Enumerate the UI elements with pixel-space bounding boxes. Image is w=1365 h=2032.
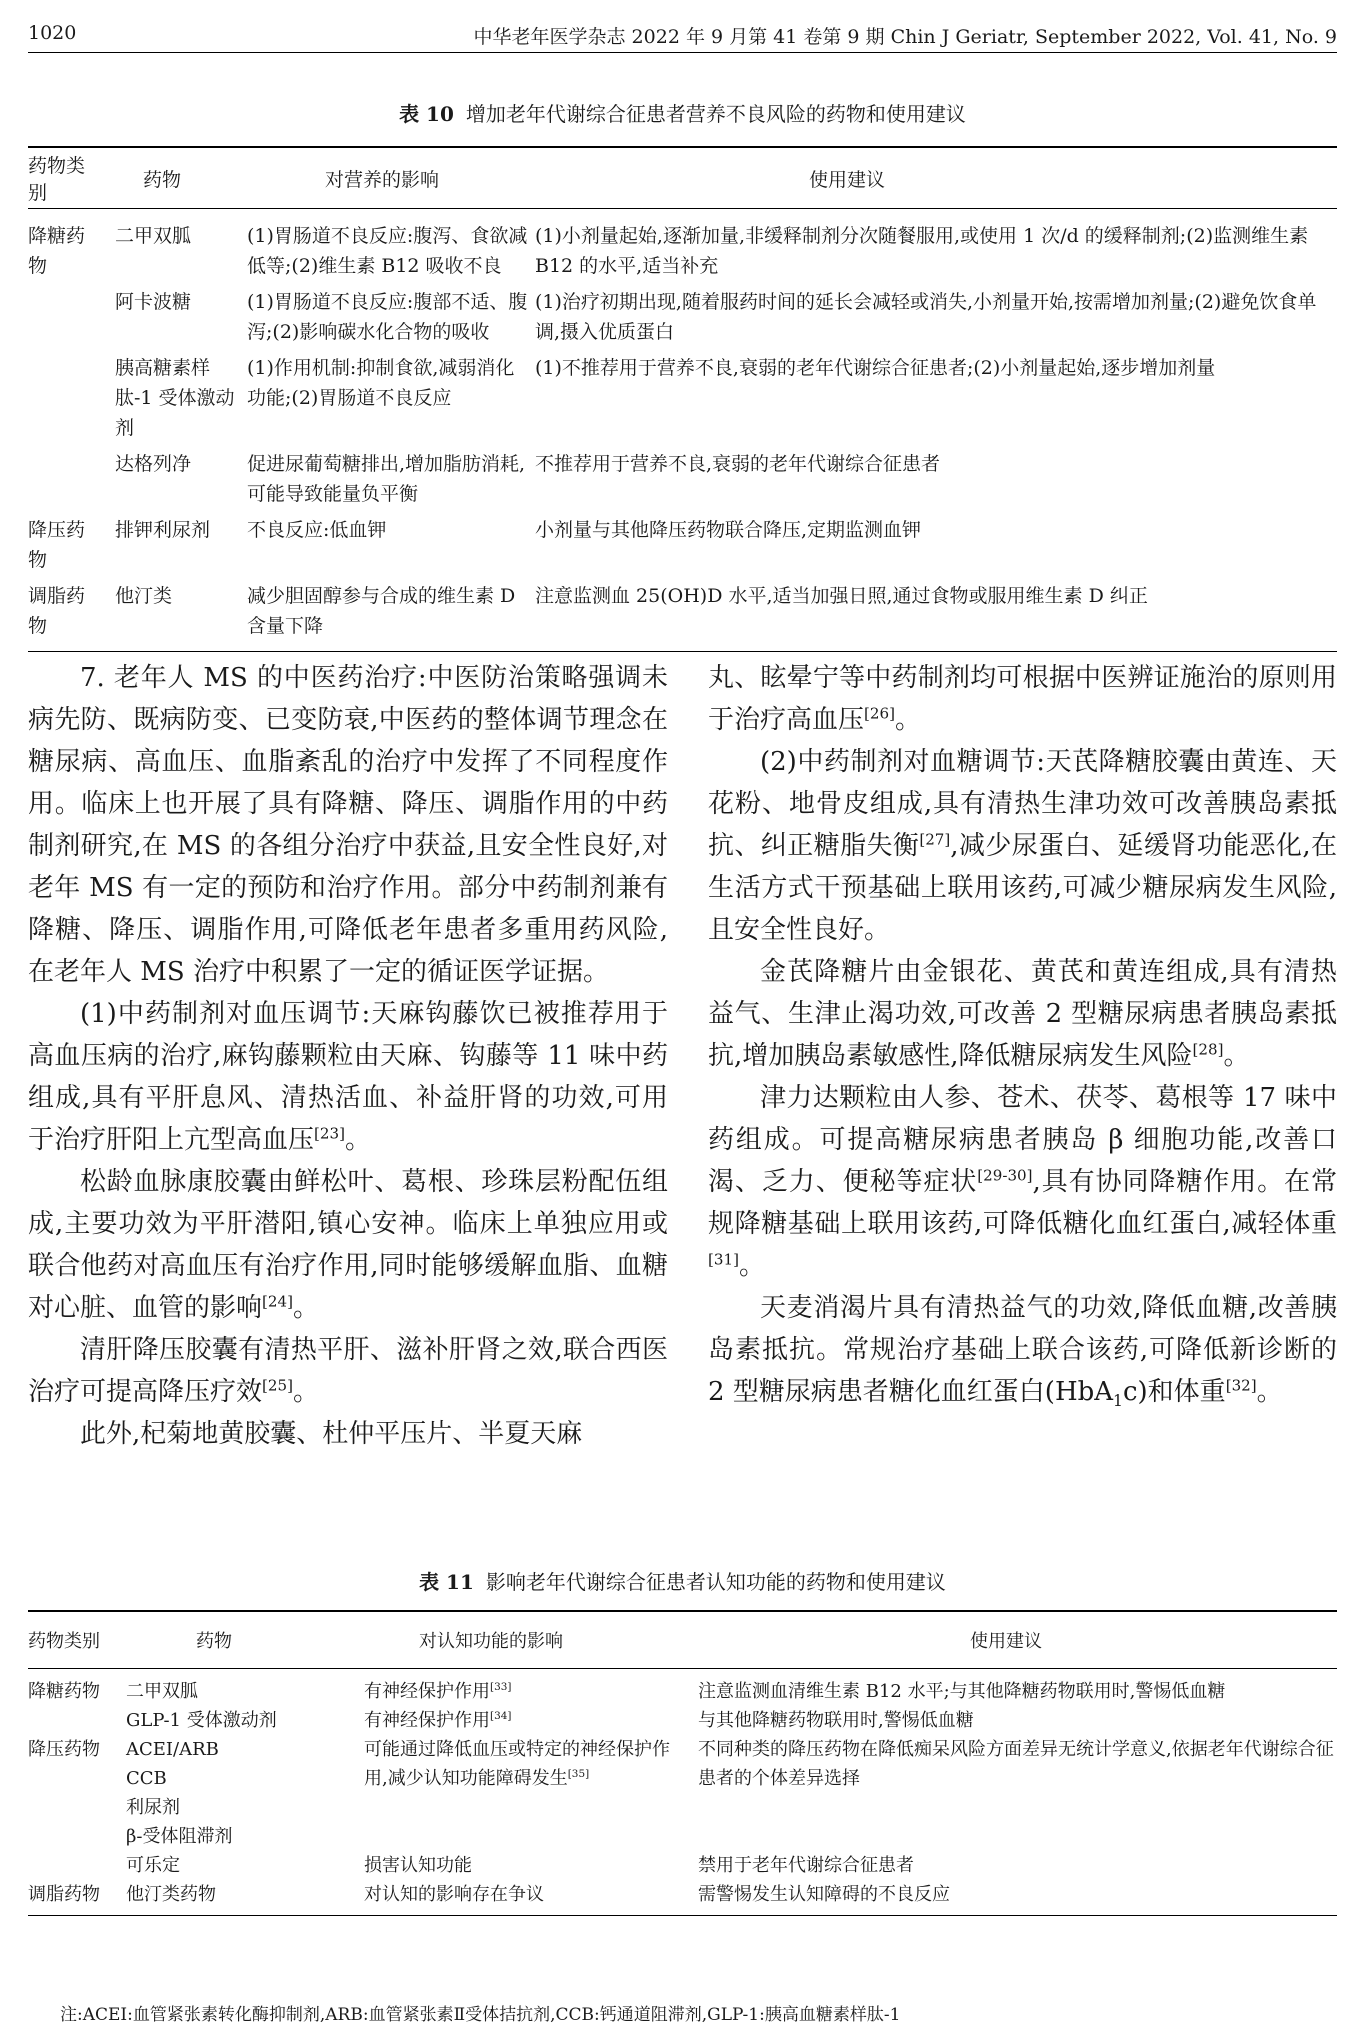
text-segment: 7. 老年人 MS 的中医药治疗:中医防治策略强调未病先防、既病防变、已变防衰,中医药的整体调节理念在糖尿病、高血压、血脂紊乱的治疗中发挥了不同程度作用。临床上也开展了具有降糖、降压、调脂作用的中药制剂研究,在 MS 的各组分治疗中获益,且安全性良好,对老年 MS 有一定的预防和治疗作用。部分中药制剂兼有降糖、降压、调脂作用,可降低老年患者多重用药风险,在老年人 MS 治疗中积累了一定的循证医学证据。 (28, 663, 668, 987)
citation-ref: [33] (490, 1681, 512, 1693)
table11-label: 表 11 (419, 1570, 474, 1594)
text-segment: (2)中药制剂对血糖调节:天芪降糖胶囊由黄连、天花粉、地骨皮组成,具有清热生津功效可改善胰岛素抵抗、纠正糖脂失衡 (708, 747, 1337, 861)
table11-header-category: 药物类别 (28, 1611, 126, 1669)
body-paragraph (708, 657, 1337, 741)
drug-list-cell (126, 1735, 334, 1851)
text-segment: 。 (292, 1377, 319, 1407)
drug-name-cell: 阿卡波糖 (115, 291, 192, 313)
citation-ref: [27] (919, 830, 951, 849)
text-segment: 天麦消渴片具有清热益气的功效,降低血糖,改善胰岛素抵抗。常规治疗基础上联合该药,可降低新诊断的 2 型糖尿病患者糖化血红蛋白(HbA (708, 1293, 1337, 1407)
drug-list-cell (126, 1880, 334, 1916)
header-rule (28, 52, 1337, 53)
table-row (28, 1669, 1337, 1707)
nutrition-effect-cell: 减少胆固醇参与合成的维生素 D 含量下降 (235, 578, 529, 652)
text-segment: 。 (1223, 1041, 1250, 1071)
table-row (28, 350, 1337, 446)
usage-advice-cell: (1)治疗初期出现,随着服药时间的延长会减轻或消失,小剂量开始,按需增加剂量;(2)避免饮食单调,摄入优质蛋白 (535, 291, 1317, 343)
text-segment: 清肝降压胶囊有清热平肝、滋补肝肾之效,联合西医治疗可提高降压疗效 (28, 1335, 668, 1407)
nutrition-effect-cell: 不良反应:低血钾 (247, 519, 387, 541)
table-row (28, 446, 1337, 512)
text-segment: (1)中药制剂对血压调节:天麻钩藤饮已被推荐用于高血压病的治疗,麻钩藤颗粒由天麻、钩藤等 11 味中药组成,具有平肝息风、清热活血、补益肝肾的功效,可用于治疗肝阳上亢型高血压 (28, 999, 668, 1155)
table-row (28, 512, 1337, 578)
drug-list-cell (126, 1669, 334, 1707)
drug-list-cell (126, 1851, 334, 1880)
table11-caption (0, 1566, 1365, 1595)
nutrition-effect-cell: (1)胃肠道不良反应:腹部不适、腹泻;(2)影响碳水化合物的吸收 (247, 291, 528, 343)
drug-category-cell: 降压药物 (28, 519, 86, 571)
page-number: 1020 (28, 22, 77, 44)
drug-category-cell: 降压药物 (28, 1739, 100, 1760)
text-segment: 丸、眩晕宁等中药制剂均可根据中医辨证施治的原则用于治疗高血压 (708, 663, 1337, 735)
citation-ref: [34] (490, 1710, 512, 1722)
table10 (28, 146, 1337, 652)
cognition-effect-cell: 对认知的影响存在争议 (334, 1880, 692, 1916)
drug-name-cell: 胰高糖素样肽-1 受体激动剂 (115, 357, 235, 439)
drug-list-cell (126, 1706, 334, 1735)
drug-name: ACEI/ARB (126, 1739, 219, 1760)
usage-advice-cell: 小剂量与其他降压药物联合降压,定期监测血钾 (535, 519, 922, 541)
drug-name-cell: 二甲双胍 (115, 225, 192, 247)
body-column-right (708, 657, 1337, 1413)
drug-name: GLP-1 受体激动剂 (126, 1710, 277, 1731)
text-segment: ,减少尿蛋白、延缓肾功能恶化,在生活方式干预基础上联用该药,可减少糖尿病发生风险,且安全性良好。 (708, 831, 1337, 945)
text-segment: 。 (894, 705, 921, 735)
body-paragraph (708, 1287, 1337, 1413)
text-segment: 。 (738, 1251, 765, 1281)
body-paragraph (28, 657, 668, 993)
citation-ref: [25] (262, 1376, 293, 1395)
body-column-left (28, 657, 668, 1455)
table11-header-row (28, 1611, 1337, 1669)
usage-advice-cell: (1)不推荐用于营养不良,衰弱的老年代谢综合征患者;(2)小剂量起始,逐步增加剂量 (535, 357, 1216, 379)
journal-citation: 中华老年医学杂志 2022 年 9 月第 41 卷第 9 期 Chin J Geriatr, September 2022, Vol. 41, No. 9 (473, 26, 1337, 48)
table10-body (28, 209, 1337, 652)
cognition-effect-cell: 有神经保护作用[33] (364, 1681, 512, 1702)
usage-advice-cell: 禁用于老年代谢综合征患者 (698, 1855, 914, 1876)
table11 (28, 1610, 1337, 1916)
body-paragraph (708, 741, 1337, 951)
usage-advice-cell: 注意监测血 25(OH)D 水平,适当加强日照,通过食物或服用维生素 D 纠正 (529, 578, 1337, 652)
text-segment: 。 (1256, 1377, 1283, 1407)
drug-name: 可乐定 (126, 1855, 180, 1876)
citation-ref: [28] (1192, 1040, 1224, 1059)
drug-category-cell: 降糖药物 (28, 1681, 100, 1702)
cognition-effect-cell: 可能通过降低血压或特定的神经保护作用,减少认知功能障碍发生[35] (364, 1739, 670, 1789)
drug-category-cell: 调脂药物 (28, 578, 103, 652)
text-segment: 松龄血脉康胶囊由鲜松叶、葛根、珍珠层粉配伍组成,主要功效为平肝潜阳,镇心安神。临床上单独应用或联合他药对高血压有治疗作用,同时能够缓解血脂、血糖对心脏、血管的影响 (28, 1167, 668, 1323)
table11-title: 影响老年代谢综合征患者认知功能的药物和使用建议 (485, 1570, 946, 1594)
citation-ref: [26] (864, 704, 895, 723)
table10-header-row (28, 147, 1337, 209)
body-paragraph (28, 1161, 668, 1329)
drug-category-cell (28, 1706, 126, 1735)
drug-name: 他汀类药物 (126, 1884, 216, 1905)
body-paragraph (708, 951, 1337, 1077)
table11-note: 注:ACEI:血管紧张素转化酶抑制剂,ARB:血管紧张素Ⅱ受体拮抗剂,CCB:钙通道阻滞剂,GLP-1:胰高血糖素样肽-1 (60, 2005, 901, 2025)
cognition-effect-cell: 损害认知功能 (364, 1855, 472, 1876)
drug-category-cell: 调脂药物 (28, 1880, 126, 1916)
text-segment: c)和体重 (1122, 1377, 1226, 1407)
table10-caption (0, 98, 1365, 127)
citation-ref: [29-30] (977, 1166, 1033, 1185)
usage-advice-cell: 不同种类的降压药物在降低痴呆风险方面差异无统计学意义,依据老年代谢综合征患者的个体差异选择 (698, 1739, 1334, 1789)
drug-category-cell: 降糖药物 (28, 225, 86, 277)
body-paragraph (28, 993, 668, 1161)
table10-label: 表 10 (399, 102, 454, 126)
drug-name: β-受体阻滞剂 (126, 1826, 233, 1847)
text-segment: 金芪降糖片由金银花、黄芪和黄连组成,具有清热益气、生津止渴功效,可改善 2 型糖尿病患者胰岛素抵抗,增加胰岛素敏感性,降低糖尿病发生风险 (708, 957, 1337, 1071)
body-paragraph (708, 1077, 1337, 1287)
text-segment: 此外,杞菊地黄胶囊、杜仲平压片、半夏天麻 (80, 1419, 583, 1449)
text-segment: ,具有协同降糖作用。在常规降糖基础上联用该药,可降低糖化血红蛋白,减轻体重 (708, 1167, 1337, 1239)
nutrition-effect-cell: 促进尿葡萄糖排出,增加脂肪消耗,可能导致能量负平衡 (247, 453, 526, 505)
drug-category-cell (28, 350, 103, 446)
nutrition-effect-cell: (1)作用机制:抑制食欲,减弱消化功能;(2)胃肠道不良反应 (247, 357, 515, 409)
usage-advice-cell: 不推荐用于营养不良,衰弱的老年代谢综合征患者 (535, 453, 941, 475)
table11-header-effect: 对认知功能的影响 (334, 1611, 692, 1669)
usage-advice-cell: (1)小剂量起始,逐渐加量,非缓释制剂分次随餐服用,或使用 1 次/d 的缓释制剂;(2)监测维生素 B12 的水平,适当补充 (535, 225, 1309, 277)
cognition-effect-cell: 有神经保护作用[34] (364, 1710, 512, 1731)
body-paragraph (28, 1413, 668, 1455)
text-segment: 。 (344, 1125, 371, 1155)
table-row (28, 209, 1337, 285)
drug-name-cell: 他汀类 (103, 578, 235, 652)
citation-ref: [32] (1225, 1376, 1257, 1395)
drug-name-cell: 达格列净 (115, 453, 192, 475)
table-row (28, 1880, 1337, 1916)
drug-name: 二甲双胍 (126, 1681, 198, 1702)
table11-body (28, 1669, 1337, 1916)
citation-ref: [24] (262, 1292, 293, 1311)
citation-ref: [23] (314, 1124, 345, 1143)
body-paragraph (28, 1329, 668, 1413)
text-segment: 。 (292, 1293, 319, 1323)
citation-ref: [35] (567, 1768, 590, 1780)
citation-ref: [31] (708, 1250, 739, 1269)
table10-header-advice: 使用建议 (529, 147, 1337, 209)
nutrition-effect-cell: (1)胃肠道不良反应:腹泻、食欲减低等;(2)维生素 B12 吸收不良 (247, 225, 528, 277)
drug-name: 利尿剂 (126, 1797, 180, 1818)
table-row (28, 1735, 1337, 1851)
drug-category-cell (28, 446, 103, 512)
usage-advice-cell: 需警惕发生认知障碍的不良反应 (692, 1880, 1337, 1916)
drug-name: CCB (126, 1768, 167, 1789)
usage-advice-cell: 注意监测血清维生素 B12 水平;与其他降糖药物联用时,警惕低血糖 (698, 1681, 1226, 1702)
drug-name-cell: 排钾利尿剂 (115, 519, 211, 541)
table10-header-drug: 药物 (103, 147, 235, 209)
table11-header-drug: 药物 (126, 1611, 334, 1669)
table10-title: 增加老年代谢综合征患者营养不良风险的药物和使用建议 (465, 102, 966, 126)
table-row (28, 1706, 1337, 1735)
running-header (28, 22, 1337, 52)
table11-header-advice: 使用建议 (692, 1611, 1337, 1669)
subscript: 1 (1113, 1392, 1123, 1411)
text-segment: 津力达颗粒由人参、苍术、茯苓、葛根等 17 味中药组成。可提高糖尿病患者胰岛 β 细胞功能,改善口渴、乏力、便秘等症状 (708, 1083, 1337, 1197)
drug-category-cell (28, 1851, 126, 1880)
table-row (28, 284, 1337, 350)
table-row (28, 1851, 1337, 1880)
usage-advice-cell: 与其他降糖药物联用时,警惕低血糖 (698, 1710, 974, 1731)
drug-category-cell (28, 284, 103, 350)
table10-header-category: 药物类别 (28, 147, 103, 209)
table-row (28, 578, 1337, 652)
table10-header-effect: 对营养的影响 (235, 147, 529, 209)
